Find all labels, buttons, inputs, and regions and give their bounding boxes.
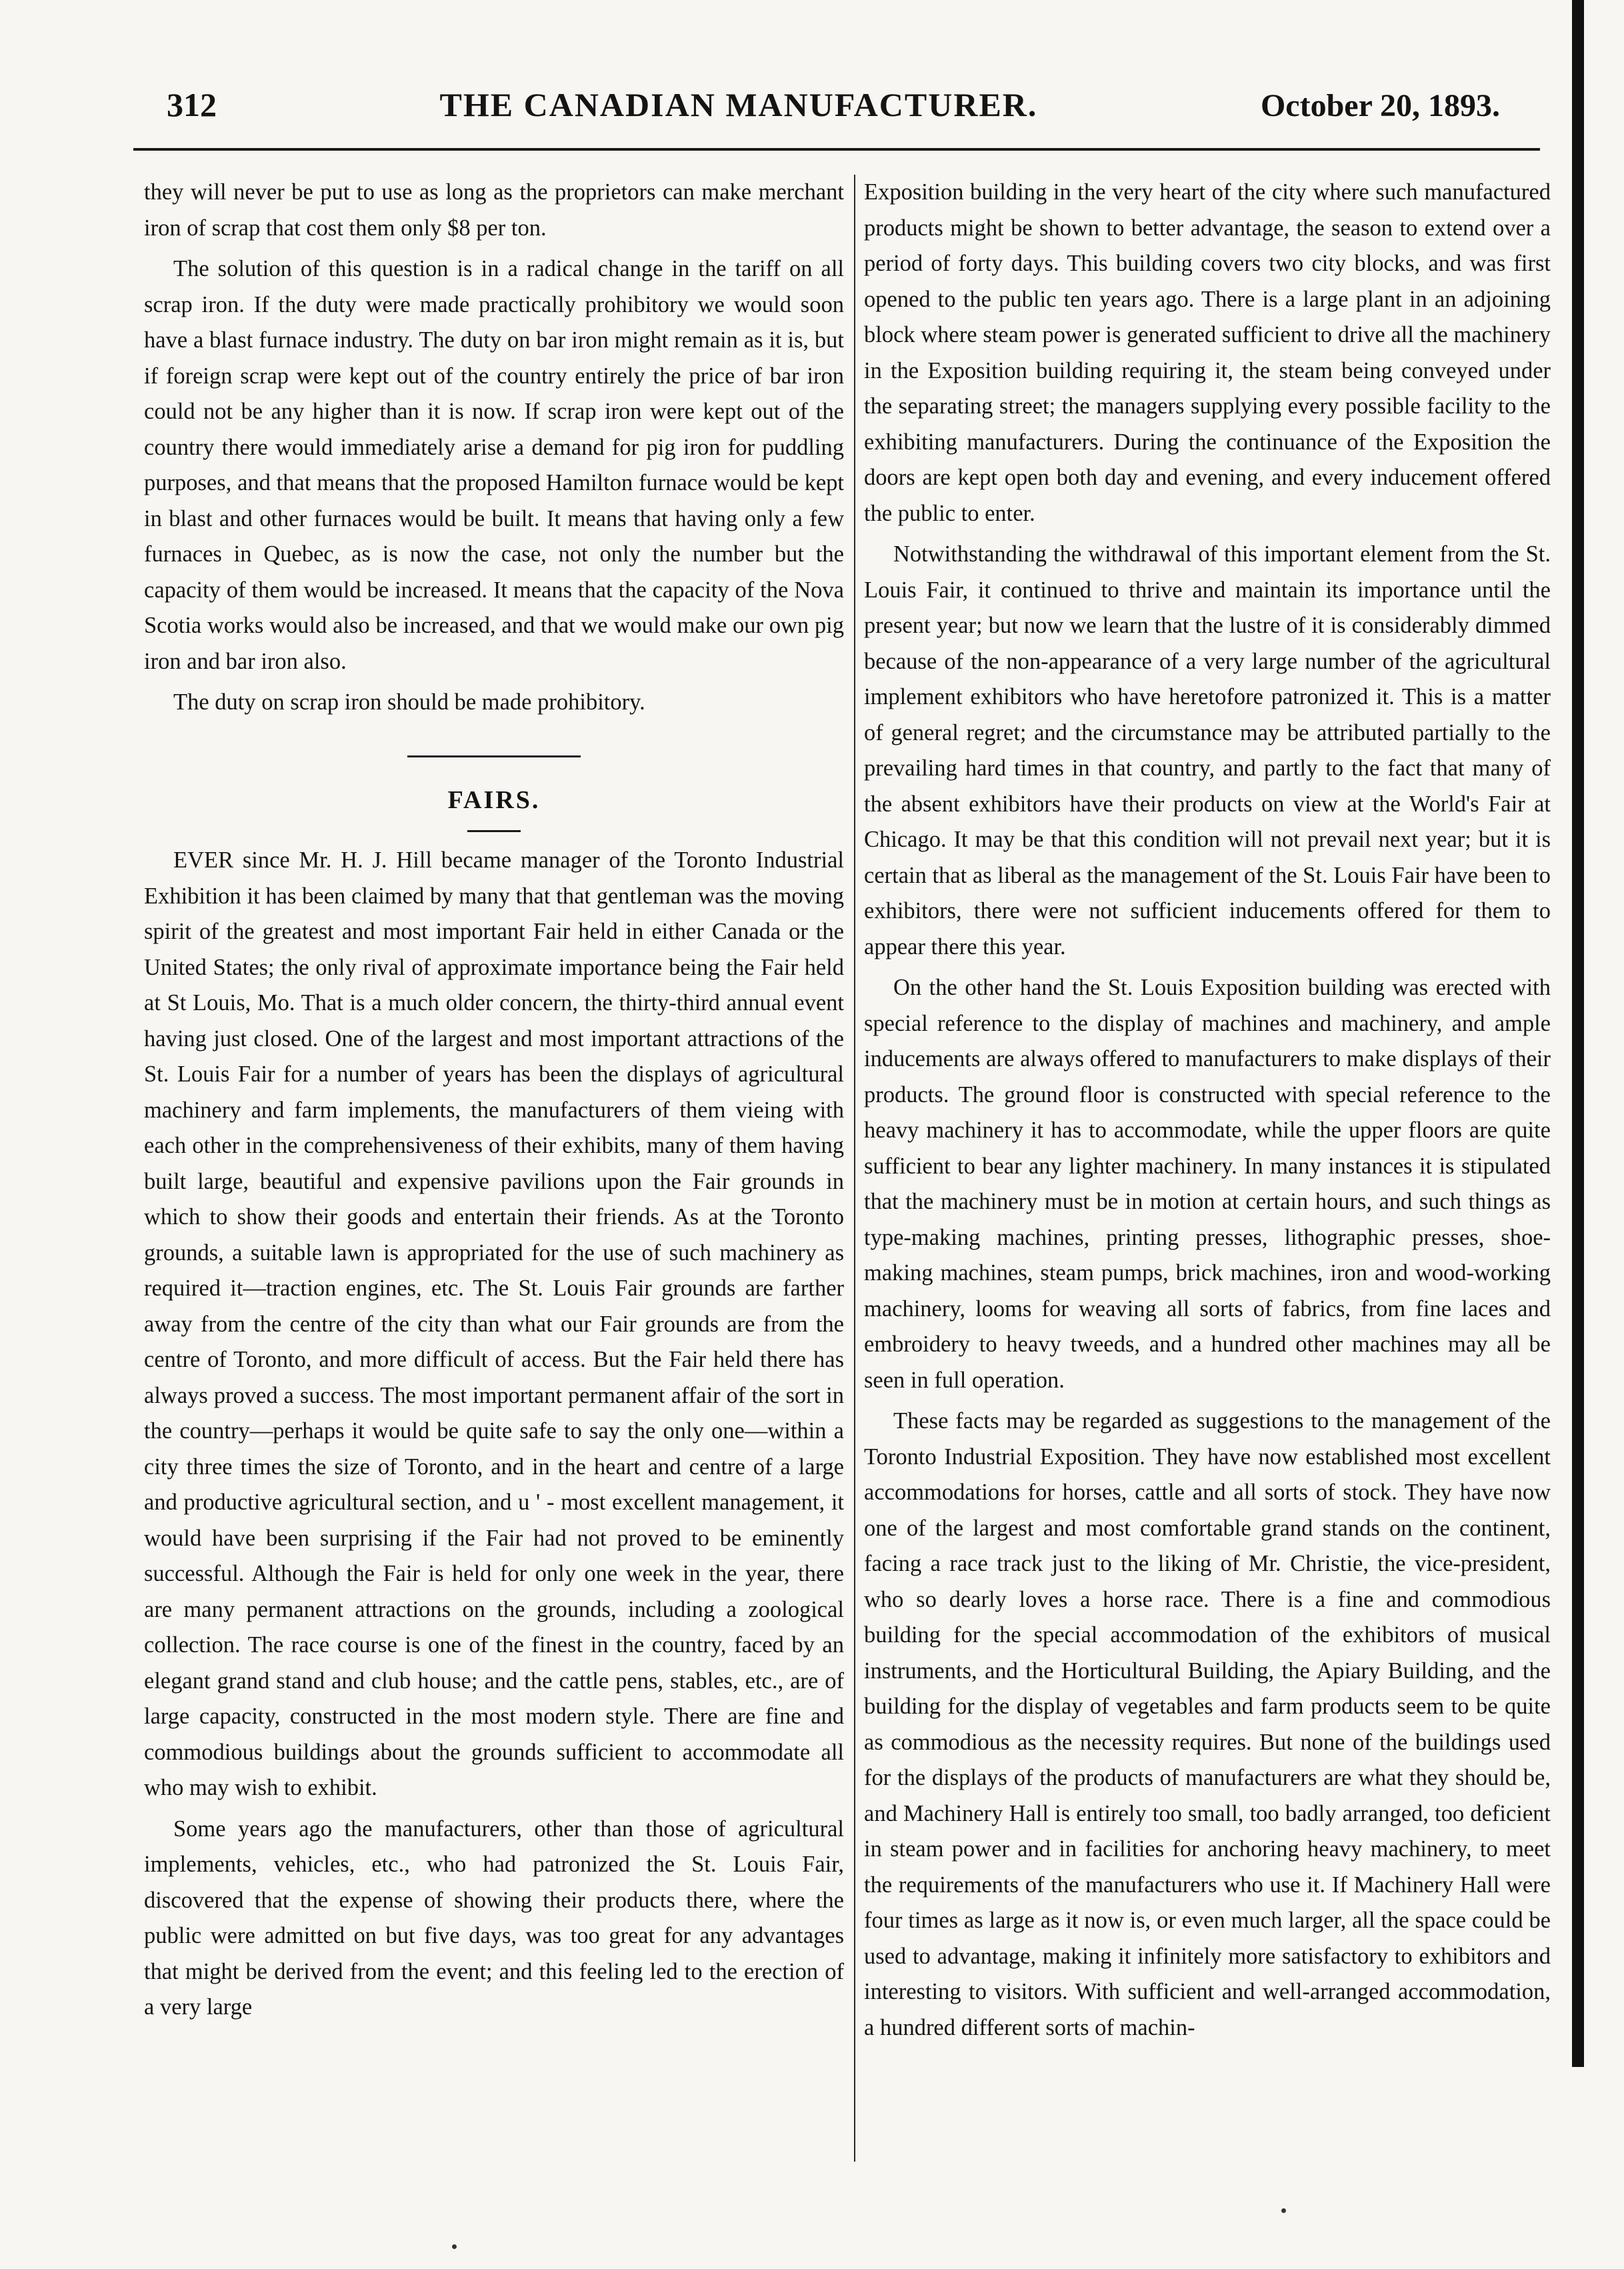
right-column: [864, 175, 1551, 2051]
article-paragraph: The solution of this question is in a radical change in the tariff on all scrap iron. If the duty were made practically prohibitory we would soon have a blast furnace industry. The duty on bar iron might remain as it is, but if foreign scrap were kept out of the country entirely the price of bar iron could not be any higher than it is now. If scrap iron were kept out of the country there would immediately arise a demand for pig iron for puddling purposes, and that means that the proposed Hamilton furnace would be kept in blast and other furnaces would be built. It means that having only a few furnaces in Quebec, as is now the case, not only the number but the capacity of them would be increased. It means that the capacity of the Nova Scotia works would also be increased, and that we would make our own pig iron and bar iron also.: [144, 256, 844, 674]
article-paragraph: Exposition building in the very heart of the city where such manufactured products might be shown to better advantage, the season to extend over a period of forty days. This building covers two city blocks, and was first opened to the public ten years ago. There is a large plant in an adjoining block where steam power is generated sufficient to drive all the machinery in the Exposition building requiring it, the steam being conveyed under the separating street; the managers supplying every possible facility to the exhibiting manufacturers. During the continuance of the Exposition the doors are kept open both day and evening, and every inducement offered the public to enter.: [864, 179, 1551, 526]
print-speck: [1281, 2208, 1286, 2213]
article-paragraph: The duty on scrap iron should be made prohibitory.: [173, 689, 645, 715]
column-divider: [854, 175, 855, 2162]
article-paragraph: EVER since Mr. H. J. Hill became manager of the Toronto Industrial Exhibition it has been claimed by many that that gentleman was the moving spirit of the greatest and most important Fair held in either Canada or the United States; the only rival of approximate importance being the Fair held at St Louis, Mo. That is a much older concern, the thirty-third annual event having just closed. One of the largest and most important attractions of the St. Louis Fair for a number of years has been the displays of agricultural machinery and farm implements, the manufacturers of them vieing with each other in the comprehensiveness of their exhibits, many of them having built large, beautiful and expensive pavilions upon the Fair grounds in which to show their goods and entertain their friends. As at the Toronto grounds, a suitable lawn is appropriated for the use of such machinery as required it—traction engines, etc. The St. Louis Fair grounds are farther away from the centre of the city than what our Fair grounds are from the centre of Toronto, and more difficult of access. But the Fair held there has always proved a success. The most important permanent affair of the sort in the country—perhaps it would be quite safe to say the only one—within a city three times the size of Toronto, and in the heart and centre of a large and productive agricultural section, and u ' - most excellent management, it would have been surprising if the Fair had not proved to be eminently successful. Although the Fair is held for only one week in the year, there are many permanent attractions on the grounds, including a zoological collection. The race course is one of the finest in the country, faced by an elegant grand stand and club house; and the cattle pens, stables, etc., are of large capacity, constructed in the most modern style. There are fine and commodious buildings about the grounds sufficient to accommodate all who may wish to exhibit.: [144, 847, 844, 1800]
page-edge-shadow: [1572, 0, 1584, 2067]
publication-title: THE CANADIAN MANUFACTURER.: [439, 86, 1038, 123]
page-header: [167, 85, 1500, 139]
header-rule: [133, 148, 1540, 151]
left-column: [144, 175, 844, 2031]
print-speck: [452, 2244, 457, 2249]
section-divider: [407, 755, 581, 757]
issue-date: October 20, 1893.: [1260, 88, 1500, 123]
article-paragraph: Notwithstanding the withdrawal of this important element from the St. Louis Fair, it continued to thrive and maintain its importance until the present year; but now we learn that the lustre of it is considerably dimmed because of the non-appearance of a very large number of the agricultural implement exhibitors who have heretofore patronized it. This is a matter of general regret; and the circumstance may be attributed partially to the prevailing hard times in that country, and partly to the fact that many of the absent exhibitors have their products on view at the World's Fair at Chicago. It may be that this condition will not prevail next year; but it is certain that as liberal as the management of the St. Louis Fair have been to exhibitors, there were not sufficient inducements offered for them to appear there this year.: [864, 541, 1551, 959]
section-heading: FAIRS.: [447, 785, 541, 814]
article-paragraph: These facts may be regarded as suggestions to the management of the Toronto Industrial Exposition. They have now established most excellent accommodations for horses, cattle and all sorts of stock. They have now one of the largest and most comfortable grand stands on the continent, facing a race track just to the liking of Mr. Christie, the vice-president, who so dearly loves a horse race. There is a fine and commodious building for the special accommodation of the exhibitors of musical instruments, and the Horticultural Building, the Apiary Building, and the building for the display of vegetables and farm products seem to be quite as commodious as the necessity requires. But none of the buildings used for the displays of the products of manufacturers are what they should be, and Machinery Hall is entirely too small, too badly arranged, too deficient in steam power and in facilities for anchoring heavy machinery, to meet the requirements of the manufacturers who use it. If Machinery Hall were four times as large as it now is, or even much larger, all the space could be used to advantage, making it infinitely more satisfactory to exhibitors and interesting to visitors. With sufficient and well-arranged accommodation, a hundred different sorts of machin-: [864, 1408, 1551, 2040]
article-paragraph: they will never be put to use as long as the proprietors can make merchant iron of scrap that cost them only $8 per ton.: [144, 179, 844, 241]
heading-rule: [467, 830, 521, 832]
article-paragraph: Some years ago the manufacturers, other than those of agricultural implements, vehicles, etc., who had patronized the St. Louis Fair, discovered that the expense of showing their products there, where the public were admitted on but five days, was too great for any advantages that might be derived from the event; and this feeling led to the erection of a very large: [144, 1816, 844, 2020]
article-paragraph: On the other hand the St. Louis Exposition building was erected with special reference to the display of machines and machinery, and ample inducements are always offered to manufacturers to make displays of their products. The ground floor is constructed with special reference to the heavy machinery it has to accommodate, while the upper floors are quite sufficient to bear any lighter machinery. In many instances it is stipulated that the machinery must be in motion at certain hours, and such things as type-making machines, printing presses, lithographic presses, shoe-making machines, steam pumps, brick machines, iron and wood-working machinery, looms for weaving all sorts of fabrics, from fine laces and embroidery to heavy tweeds, and a hundred other machines may all be seen in full operation.: [864, 975, 1551, 1393]
page-number: 312: [167, 86, 217, 123]
